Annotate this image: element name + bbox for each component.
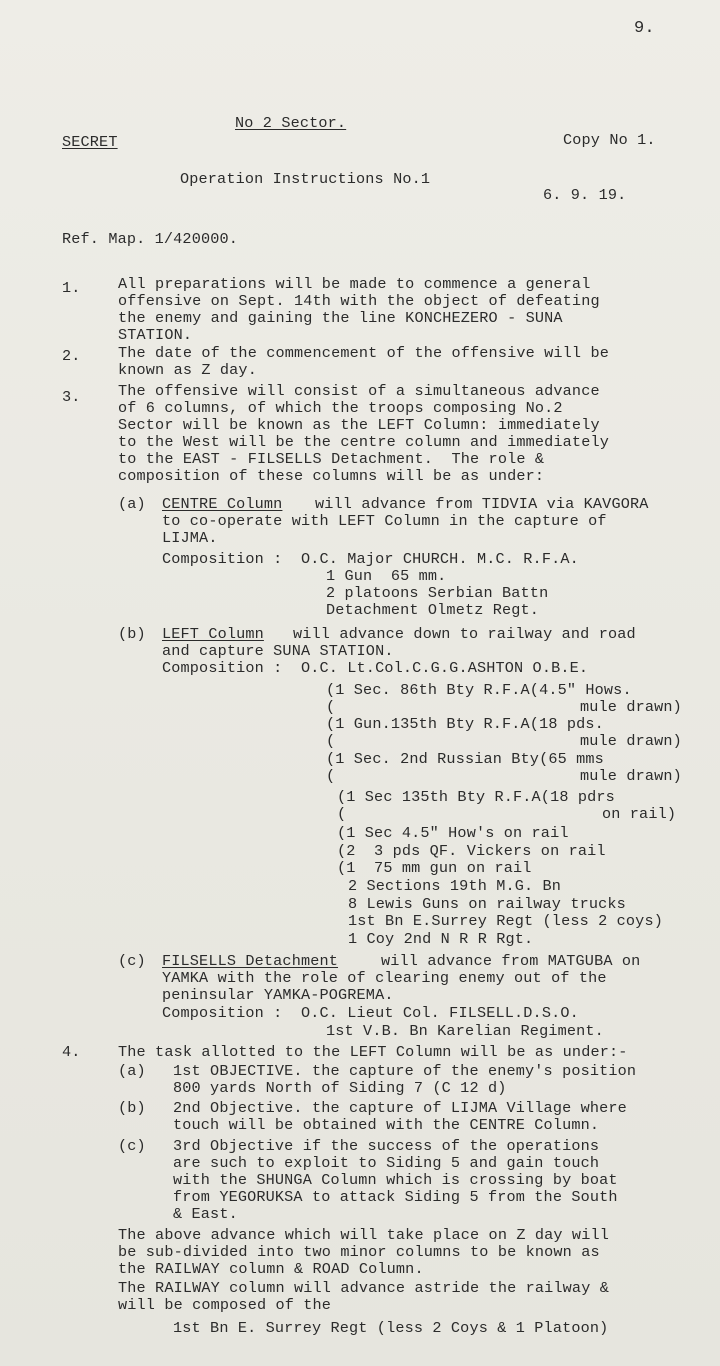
text-line: The above advance which will take place on Z day will — [118, 1226, 609, 1244]
text-line: ( — [326, 732, 336, 750]
text-line: known as Z day. — [118, 361, 257, 379]
text-line: Sector will be known as the LEFT Column: immediately — [118, 416, 600, 434]
text-line: will advance from TIDVIA via KAVGORA — [315, 495, 649, 513]
text-line: Detachment Olmetz Regt. — [326, 601, 540, 619]
text-line: 3. — [62, 388, 81, 406]
text-line: will advance down to railway and road — [293, 625, 636, 643]
text-line: All preparations will be made to commence a general — [118, 275, 591, 293]
text-line: 1 Gun 65 mm. — [326, 567, 447, 585]
text-line: to the EAST - FILSELLS Detachment. The role & — [118, 450, 545, 468]
text-line: the RAILWAY column & ROAD Column. — [118, 1260, 424, 1278]
text-line: will be composed of the — [118, 1296, 332, 1314]
text-line: 8 Lewis Guns on railway trucks — [348, 895, 626, 913]
text-line: The date of the commencement of the offensive will be — [118, 344, 609, 362]
text-line: on rail) — [602, 805, 677, 823]
text-line: 1st Bn E. Surrey Regt (less 2 Coys & 1 Platoon) — [173, 1319, 609, 1337]
text-line: 1 Coy 2nd N R R Rgt. — [348, 930, 534, 948]
text-line: 800 yards North of Siding 7 (C 12 d) — [173, 1079, 507, 1097]
text-line: (b) — [118, 1099, 146, 1117]
text-line: (1 75 mm gun on rail — [337, 859, 532, 877]
text-line: ( — [337, 805, 347, 823]
text-line: 3rd Objective if the success of the operations — [173, 1137, 600, 1155]
text-line: LIJMA. — [162, 529, 218, 547]
reference-map: Ref. Map. 1/420000. — [62, 230, 239, 248]
text-line: 2. — [62, 347, 81, 365]
text-line: mule drawn) — [580, 698, 682, 716]
text-line: of 6 columns, of which the troops composing No.2 — [118, 399, 563, 417]
text-line: to co-operate with LEFT Column in the capture of — [162, 512, 607, 530]
text-line: ( — [326, 698, 336, 716]
text-line: The task allotted to the LEFT Column will be as under:- — [118, 1043, 628, 1061]
text-line: 1. — [62, 279, 81, 297]
text-line: 2 platoons Serbian Battn — [326, 584, 549, 602]
text-line: be sub-divided into two minor columns to be known as — [118, 1243, 600, 1261]
text-line: (1 Sec. 86th Bty R.F.A(4.5" Hows. — [326, 681, 632, 699]
text-line: mule drawn) — [580, 767, 682, 785]
text-line: (a) — [118, 1062, 146, 1080]
text-line: 1st Bn E.Surrey Regt (less 2 coys) — [348, 912, 663, 930]
copy-number: Copy No 1. — [563, 131, 656, 149]
text-line: (1 Sec 135th Bty R.F.A(18 pdrs — [337, 788, 615, 806]
text-line: (1 Sec. 2nd Russian Bty(65 mms — [326, 750, 604, 768]
text-line: touch will be obtained with the CENTRE Column. — [173, 1116, 600, 1134]
page-number: 9. — [634, 19, 655, 38]
text-line: from YEGORUKSA to attack Siding 5 from the South — [173, 1188, 618, 1206]
text-line: (1 Sec 4.5" How's on rail — [337, 824, 569, 842]
text-line: STATION. — [118, 326, 193, 344]
text-line: (c) — [118, 952, 146, 970]
document-date: 6. 9. 19. — [543, 186, 627, 204]
text-line: will advance from MATGUBA on — [381, 952, 641, 970]
text-line: and capture SUNA STATION. — [162, 642, 394, 660]
text-line: & East. — [173, 1205, 238, 1223]
text-line: 1st V.B. Bn Karelian Regiment. — [326, 1022, 604, 1040]
text-line: Composition : O.C. Lieut Col. FILSELL.D.S.O. — [162, 1004, 579, 1022]
text-line: (c) — [118, 1137, 146, 1155]
text-line: 4. — [62, 1043, 81, 1061]
sector-heading: No 2 Sector. — [235, 114, 347, 132]
text-line: mule drawn) — [580, 732, 682, 750]
classification-label: SECRET — [62, 133, 118, 151]
text-line: 1st OBJECTIVE. the capture of the enemy's position — [173, 1062, 637, 1080]
text-line: Composition : O.C. Lt.Col.C.G.G.ASHTON O.B.E. — [162, 659, 589, 677]
text-line: YAMKA with the role of clearing enemy out of the — [162, 969, 607, 987]
text-line: (1 Gun.135th Bty R.F.A(18 pds. — [326, 715, 604, 733]
text-line: ( — [326, 767, 336, 785]
text-line: FILSELLS Detachment — [162, 952, 339, 970]
text-line: The offensive will consist of a simultaneous advance — [118, 382, 600, 400]
text-line: with the SHUNGA Column which is crossing by boat — [173, 1171, 618, 1189]
text-line: to the West will be the centre column and immediately — [118, 433, 609, 451]
text-line: (b) — [118, 625, 146, 643]
document-title: Operation Instructions No.1 — [180, 170, 431, 188]
text-line: (2 3 pds QF. Vickers on rail — [337, 842, 606, 860]
text-line: The RAILWAY column will advance astride the railway & — [118, 1279, 609, 1297]
text-line: Composition : O.C. Major CHURCH. M.C. R.F.A. — [162, 550, 579, 568]
text-line: offensive on Sept. 14th with the object of defeating — [118, 292, 600, 310]
text-line: CENTRE Column — [162, 495, 283, 513]
text-line: 2 Sections 19th M.G. Bn — [348, 877, 562, 895]
text-line: LEFT Column — [162, 625, 264, 643]
text-line: the enemy and gaining the line KONCHEZERO - SUNA — [118, 309, 563, 327]
text-line: composition of these columns will be as under: — [118, 467, 545, 485]
text-line: (a) — [118, 495, 146, 513]
text-line: 2nd Objective. the capture of LIJMA Village where — [173, 1099, 627, 1117]
text-line: are such to exploit to Siding 5 and gain touch — [173, 1154, 600, 1172]
text-line: peninsular YAMKA-POGREMA. — [162, 986, 394, 1004]
